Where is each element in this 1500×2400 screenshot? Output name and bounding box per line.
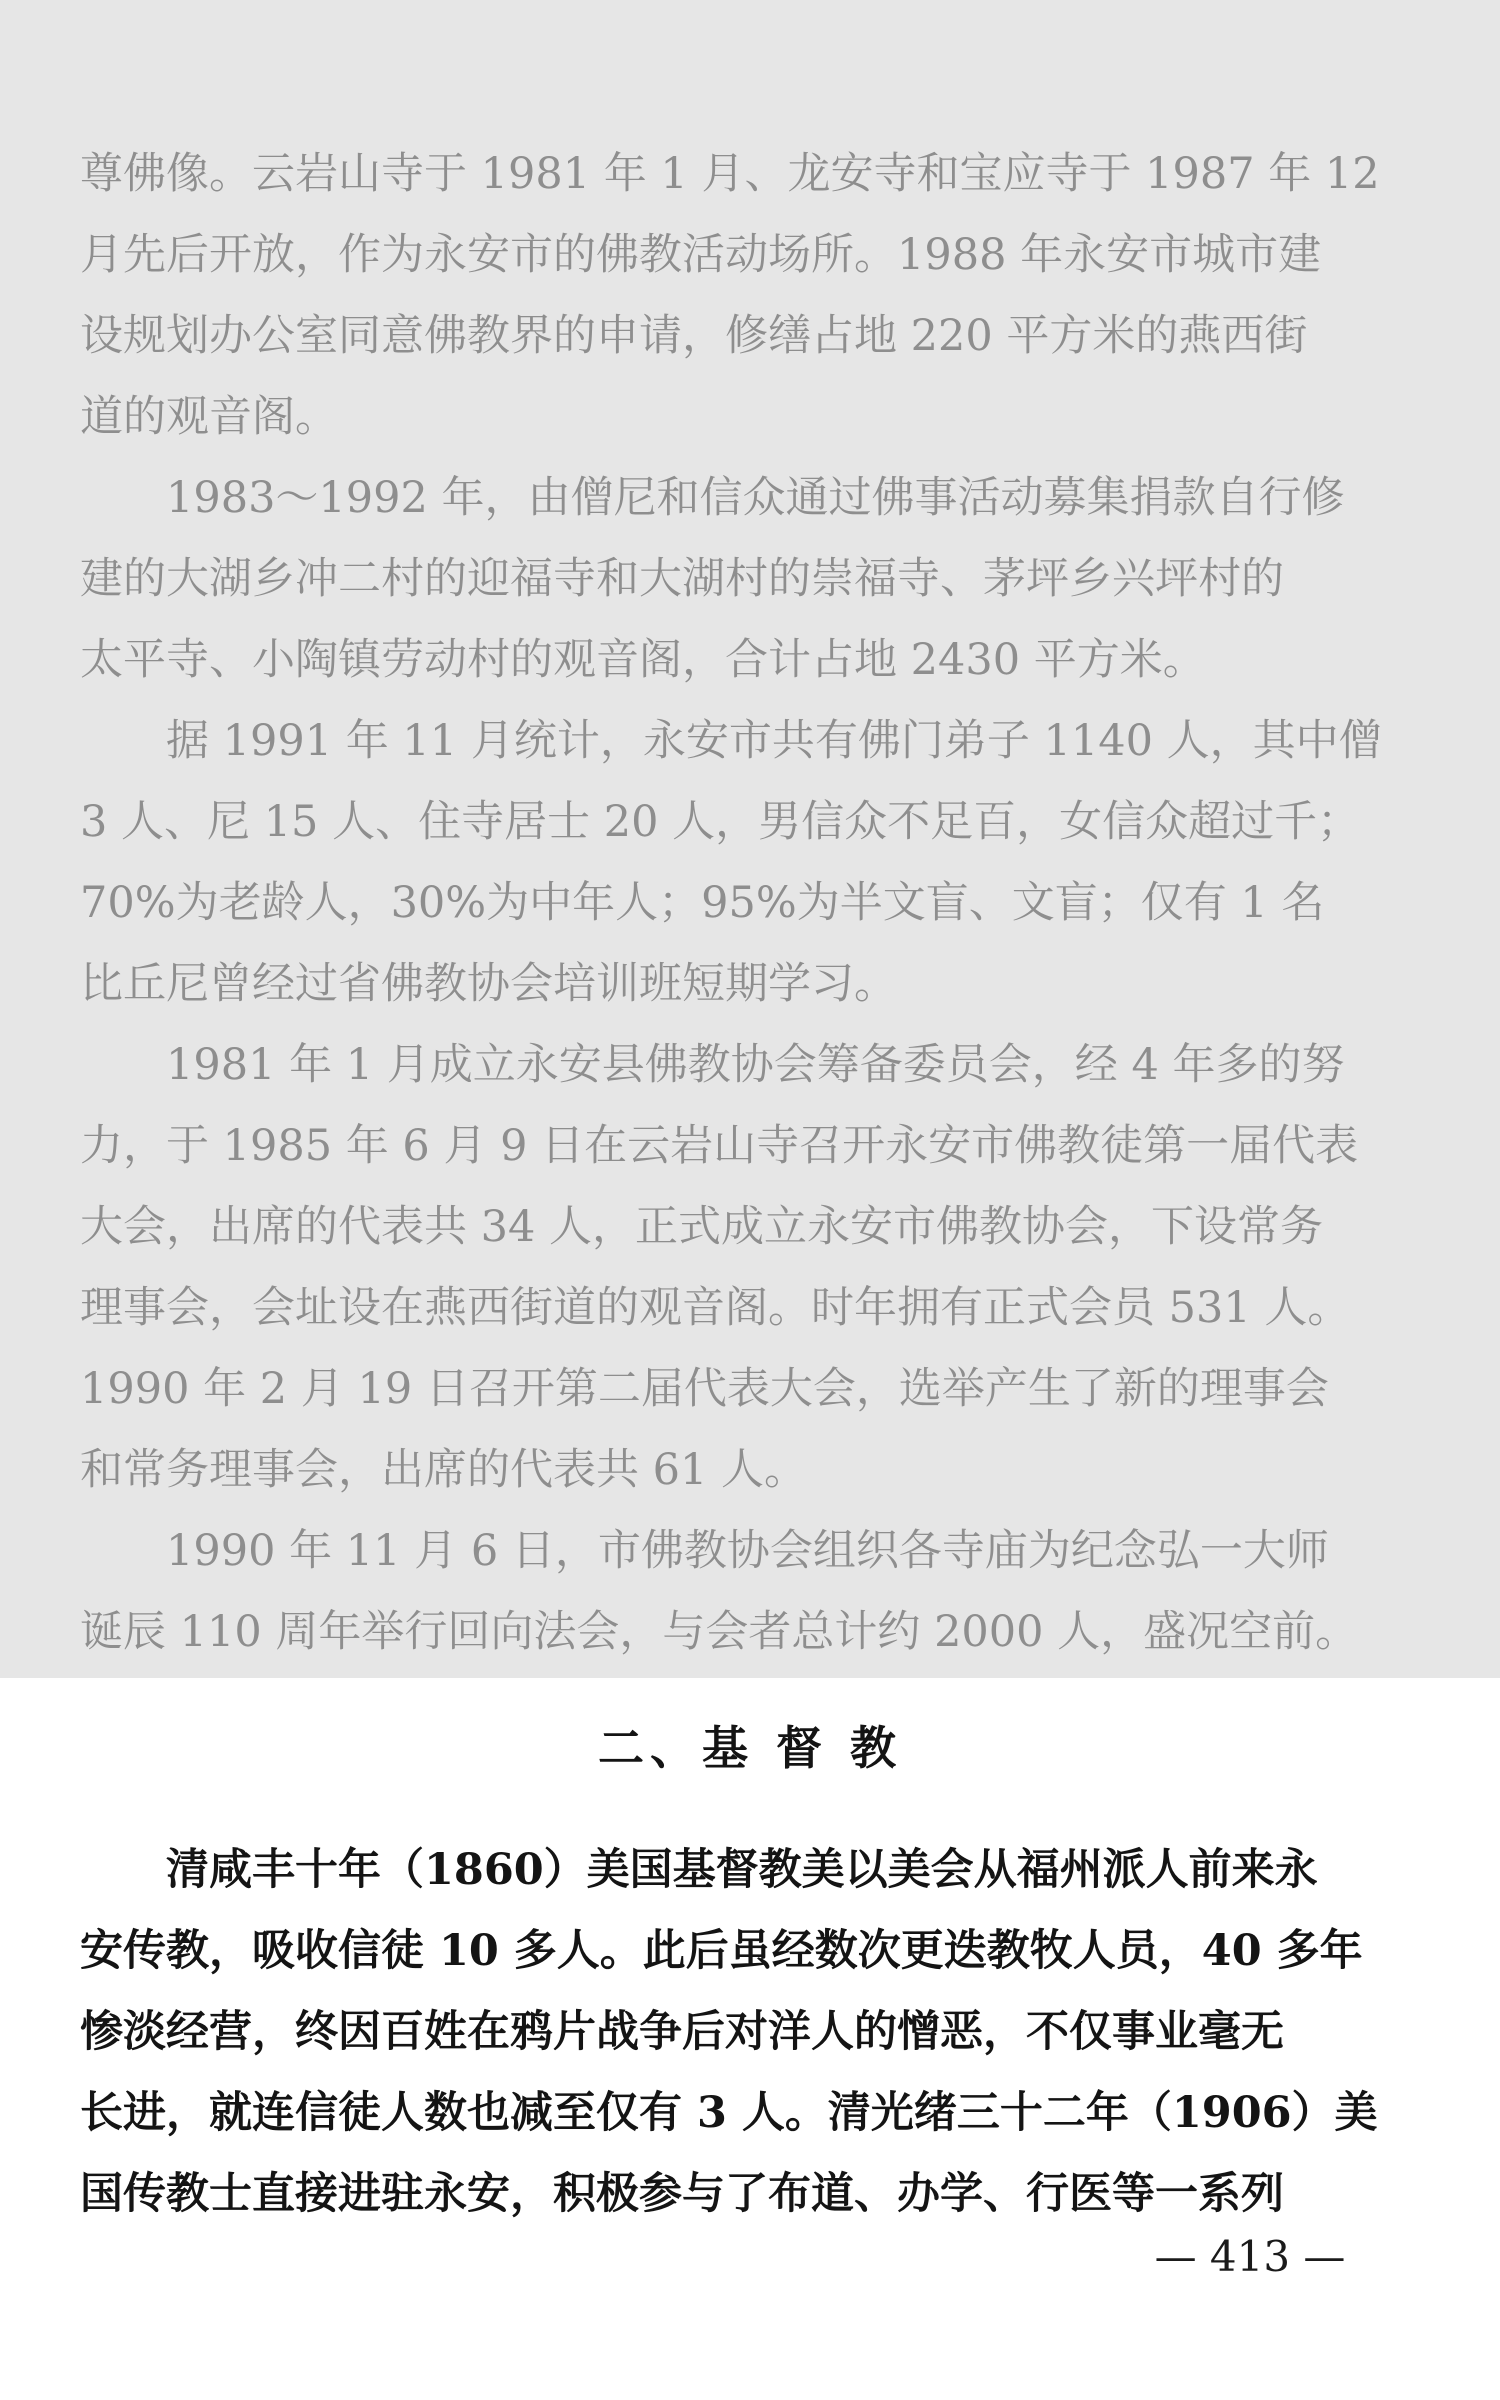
text-line: 据 1991 年 11 月统计，永安市共有佛门弟子 1140 人，其中僧 <box>80 716 1382 766</box>
text-line: 清咸丰十年（1860）美国基督教美以美会从福州派人前来永 <box>80 1845 1318 1895</box>
page-number: — 413 — <box>1154 2232 1346 2281</box>
text-line: 长进，就连信徒人数也减至仅有 3 人。清光绪三十二年（1906）美 <box>80 2088 1378 2138</box>
text-line: 道的观音阁。 <box>80 392 338 442</box>
text-line: 1990 年 11 月 6 日，市佛教协会组织各寺庙为纪念弘一大师 <box>80 1526 1329 1576</box>
text-line: 大会，出席的代表共 34 人，正式成立永安市佛教协会，下设常务 <box>80 1202 1324 1252</box>
text-line: 和常务理事会，出席的代表共 61 人。 <box>80 1445 808 1495</box>
text-line: 1983～1992 年，由僧尼和信众通过佛事活动募集捐款自行修 <box>80 473 1345 523</box>
text-line: 国传教士直接进驻永安，积极参与了布道、办学、行医等一系列 <box>80 2169 1284 2219</box>
text-line: 1990 年 2 月 19 日召开第二届代表大会，选举产生了新的理事会 <box>80 1364 1329 1414</box>
text-line: 理事会，会址设在燕西街道的观音阁。时年拥有正式会员 531 人。 <box>80 1283 1351 1333</box>
text-line: 设规划办公室同意佛教界的申请，修缮占地 220 平方米的燕西街 <box>80 311 1308 361</box>
text-line: 1981 年 1 月成立永安县佛教协会筹备委员会，经 4 年多的努 <box>80 1040 1345 1090</box>
text-line: 月先后开放，作为永安市的佛教活动场所。1988 年永安市城市建 <box>80 230 1322 280</box>
text-line: 太平寺、小陶镇劳动村的观音阁，合计占地 2430 平方米。 <box>80 635 1206 685</box>
text-line: 70%为老龄人，30%为中年人；95%为半文盲、文盲；仅有 1 名 <box>80 878 1325 928</box>
section-heading: 二、基 督 教 <box>597 1721 903 1775</box>
text-line: 安传教，吸收信徒 10 多人。此后虽经数次更迭教牧人员，40 多年 <box>80 1926 1363 1976</box>
text-line: 比丘尼曾经过省佛教协会培训班短期学习。 <box>80 959 897 1009</box>
text-line: 3 人、尼 15 人、住寺居士 20 人，男信众不足百，女信众超过千； <box>80 797 1361 847</box>
text-line: 建的大湖乡冲二村的迎福寺和大湖村的崇福寺、茅坪乡兴坪村的 <box>80 554 1284 604</box>
text-line: 尊佛像。云岩山寺于 1981 年 1 月、龙安寺和宝应寺于 1987 年 12 <box>80 149 1380 199</box>
text-line: 诞辰 110 周年举行回向法会，与会者总计约 2000 人，盛况空前。 <box>80 1607 1359 1657</box>
text-line: 力，于 1985 年 6 月 9 日在云岩山寺召开永安市佛教徒第一届代表 <box>80 1121 1359 1171</box>
text-line: 惨淡经营，终因百姓在鸦片战争后对洋人的憎恶，不仅事业毫无 <box>80 2007 1284 2057</box>
